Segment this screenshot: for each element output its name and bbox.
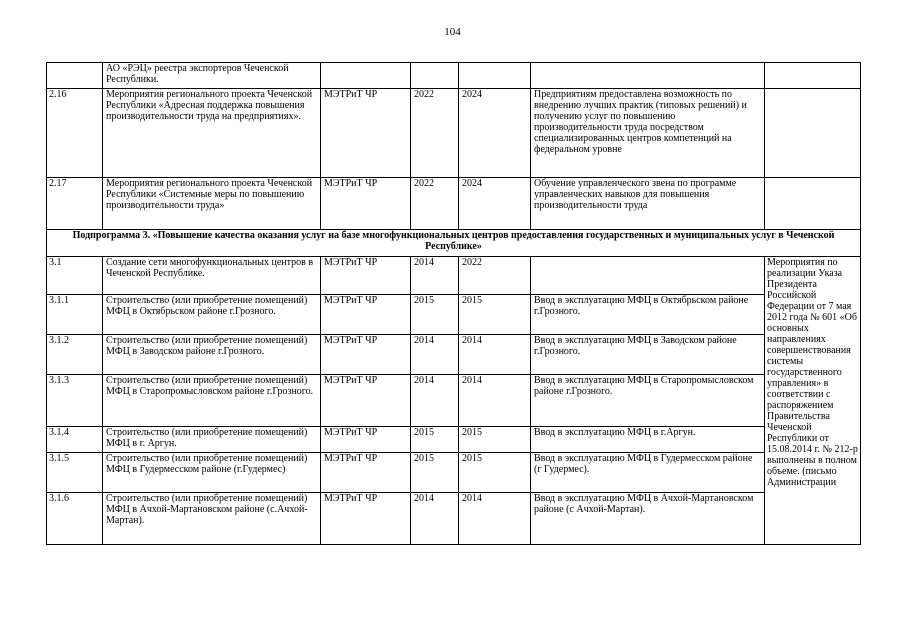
- table-row: [47, 257, 861, 295]
- activity-name: Строительство (или приобретение помещений) МФЦ в Старопромысловском районе г.Грозного.: [103, 375, 321, 427]
- executor: МЭТРиТ ЧР: [321, 427, 411, 453]
- expected-result: Ввод в эксплуатацию МФЦ в г.Аргун.: [531, 427, 765, 453]
- start-year: 2015: [411, 427, 459, 453]
- row-number: 3.1.6: [47, 493, 103, 545]
- start-year: 2014: [411, 335, 459, 375]
- executor: МЭТРиТ ЧР: [321, 295, 411, 335]
- row-number: [47, 63, 103, 89]
- start-year: 2014: [411, 493, 459, 545]
- end-year: 2015: [459, 427, 531, 453]
- table-row: [47, 295, 861, 335]
- executor: [321, 63, 411, 89]
- executor: МЭТРиТ ЧР: [321, 493, 411, 545]
- start-year: [411, 63, 459, 89]
- activity-name: Создание сети многофункциональных центров в Чеченской Республике.: [103, 257, 321, 295]
- note: [765, 178, 861, 230]
- activity-name: Строительство (или приобретение помещений) МФЦ в Заводском районе г.Грозного.: [103, 335, 321, 375]
- start-year: 2014: [411, 257, 459, 295]
- table-row: [47, 63, 861, 89]
- end-year: 2014: [459, 493, 531, 545]
- start-year: 2015: [411, 295, 459, 335]
- executor: МЭТРиТ ЧР: [321, 178, 411, 230]
- row-number: 3.1.1: [47, 295, 103, 335]
- subprogram-header: Подпрограмма 3. «Повышение качества оказания услуг на базе многофункциональных центров предоставления государственных и муниципальных услуг в Чеченской Республике»: [47, 230, 861, 257]
- executor: МЭТРиТ ЧР: [321, 335, 411, 375]
- table-row: [47, 453, 861, 493]
- end-year: 2022: [459, 257, 531, 295]
- executor: МЭТРиТ ЧР: [321, 375, 411, 427]
- activity-name: Строительство (или приобретение помещений) МФЦ в Ачхой-Мартановском районе (с.Ачхой-Мартан).: [103, 493, 321, 545]
- table-row: [47, 89, 861, 178]
- activity-name: АО «РЭЦ» реестра экспортеров Чеченской Республики.: [103, 63, 321, 89]
- executor: МЭТРиТ ЧР: [321, 453, 411, 493]
- table-row: [47, 427, 861, 453]
- note: [765, 89, 861, 178]
- start-year: 2015: [411, 453, 459, 493]
- start-year: 2022: [411, 89, 459, 178]
- page-number: 104: [444, 26, 461, 38]
- table-row: [47, 493, 861, 545]
- start-year: 2014: [411, 375, 459, 427]
- row-number: 3.1.5: [47, 453, 103, 493]
- row-number: 3.1.3: [47, 375, 103, 427]
- start-year: 2022: [411, 178, 459, 230]
- expected-result: [531, 257, 765, 295]
- activity-name: Строительство (или приобретение помещений) МФЦ в Гудермесском районе (г.Гудермес): [103, 453, 321, 493]
- row-number: 3.1: [47, 257, 103, 295]
- merged-note: Мероприятия по реализации Указа Президента Российской Федерации от 7 мая 2012 года № 601 «Об основных направлениях совершенствования системы государственного управления» в соответствии с распоряжением Правительства Чеченской Республики от 15.08.2014 г. № 212-р выполнены в полном объеме. (письмо Администрации: [765, 257, 861, 545]
- end-year: 2024: [459, 178, 531, 230]
- row-number: 3.1.2: [47, 335, 103, 375]
- activity-name: Мероприятия регионального проекта Чеченской Республики «Системные меры по повышению производительности труда»: [103, 178, 321, 230]
- end-year: 2014: [459, 335, 531, 375]
- end-year: 2014: [459, 375, 531, 427]
- end-year: 2015: [459, 453, 531, 493]
- expected-result: Ввод в эксплуатацию МФЦ в Ачхой-Мартановском районе (с Ачхой-Мартан).: [531, 493, 765, 545]
- table-row: [47, 335, 861, 375]
- end-year: 2015: [459, 295, 531, 335]
- expected-result: Предприятиям предоставлена возможность по внедрению лучших практик (типовых решений) и получению услуг по повышению производительности труда посредством специализированных центров компетенций на федеральном уровне: [531, 89, 765, 178]
- expected-result: [531, 63, 765, 89]
- program-table: [46, 62, 861, 545]
- note: [765, 63, 861, 89]
- row-number: 2.17: [47, 178, 103, 230]
- row-number: 3.1.4: [47, 427, 103, 453]
- table-row: [47, 375, 861, 427]
- end-year: [459, 63, 531, 89]
- expected-result: Обучение управленческого звена по программе управленческих навыков для повышения производительности труда: [531, 178, 765, 230]
- activity-name: Строительство (или приобретение помещений) МФЦ в Октябрьском районе г.Грозного.: [103, 295, 321, 335]
- executor: МЭТРиТ ЧР: [321, 89, 411, 178]
- activity-name: Мероприятия регионального проекта Чеченской Республики «Адресная поддержка повышения производительности труда на предприятиях».: [103, 89, 321, 178]
- expected-result: Ввод в эксплуатацию МФЦ в Заводском районе г.Грозного.: [531, 335, 765, 375]
- table-row: [47, 178, 861, 230]
- row-number: 2.16: [47, 89, 103, 178]
- activity-name: Строительство (или приобретение помещений) МФЦ в г. Аргун.: [103, 427, 321, 453]
- subprogram-header-row: [47, 230, 861, 257]
- expected-result: Ввод в эксплуатацию МФЦ в Октябрьском районе г.Грозного.: [531, 295, 765, 335]
- executor: МЭТРиТ ЧР: [321, 257, 411, 295]
- expected-result: Ввод в эксплуатацию МФЦ в Гудермесском районе (г Гудермес).: [531, 453, 765, 493]
- end-year: 2024: [459, 89, 531, 178]
- expected-result: Ввод в эксплуатацию МФЦ в Старопромысловском районе г.Грозного.: [531, 375, 765, 427]
